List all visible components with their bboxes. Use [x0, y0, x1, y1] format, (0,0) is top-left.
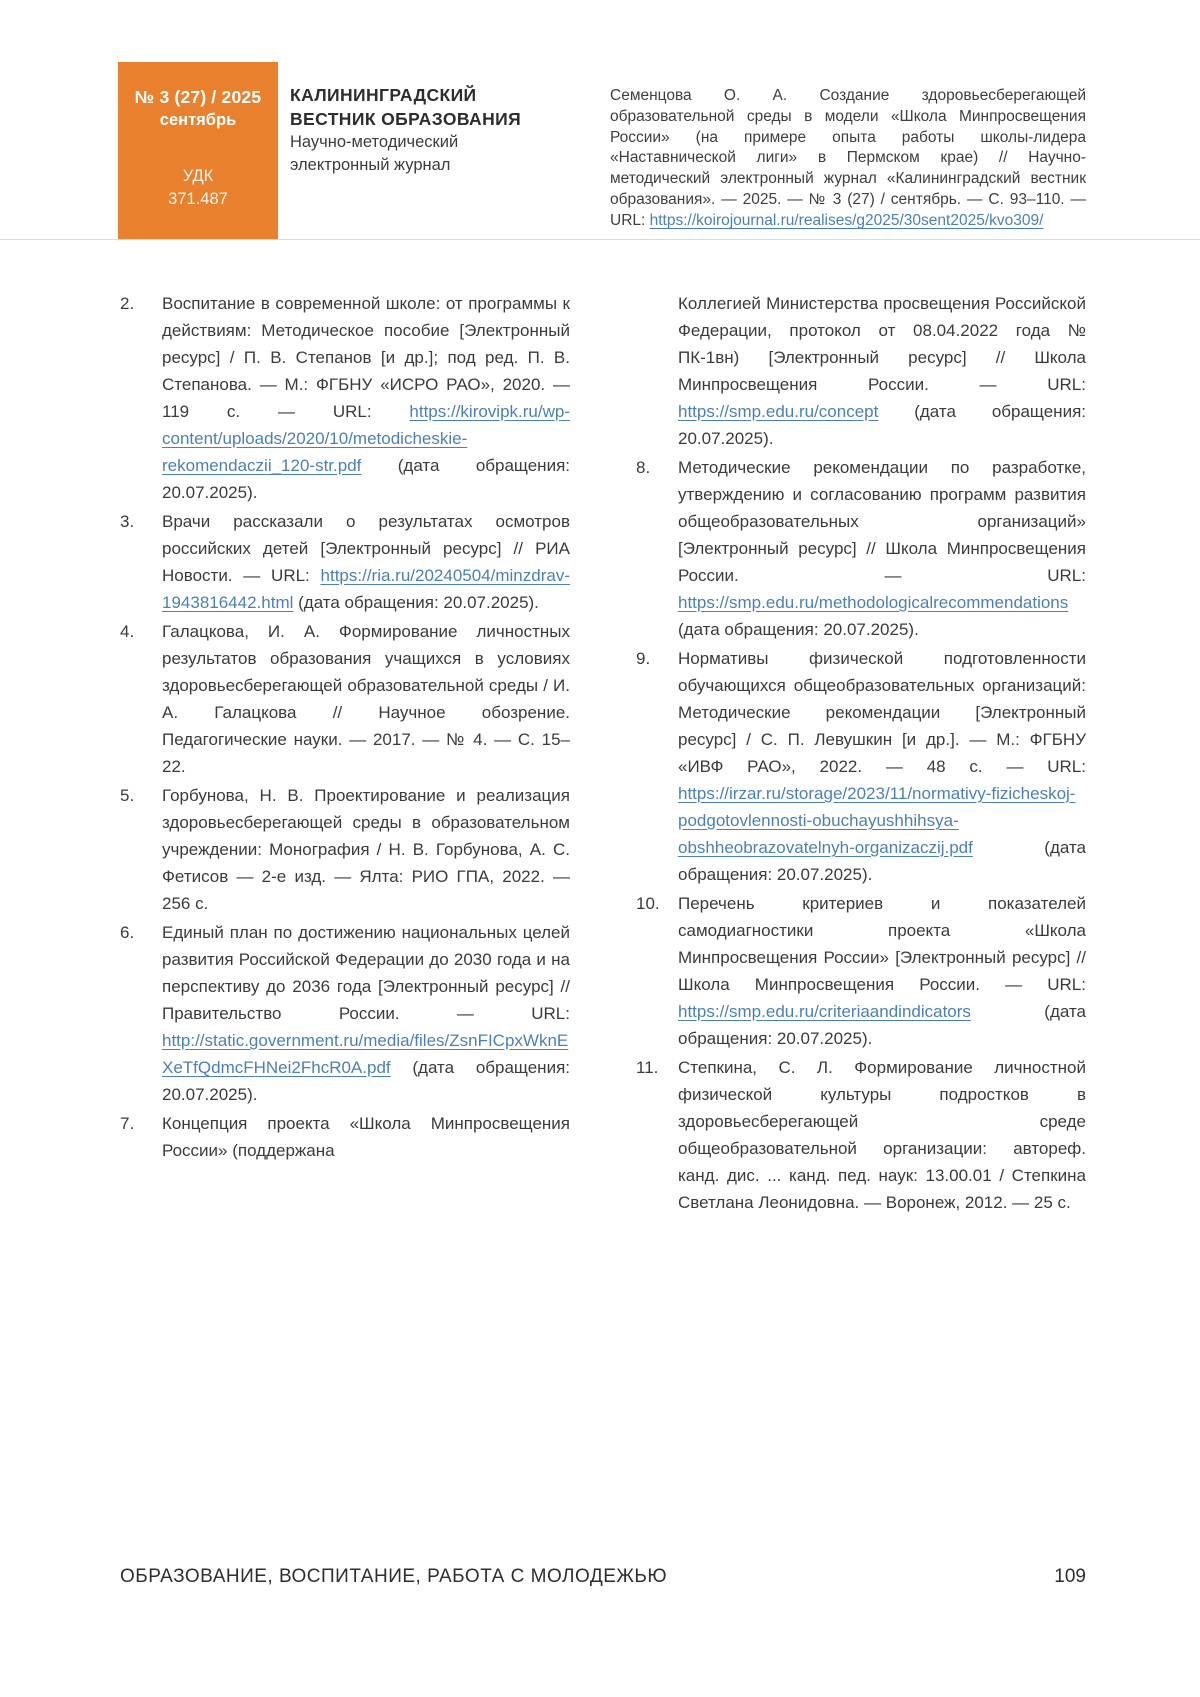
reference-text: Горбунова, Н. В. Проектирование и реализация здоровьесберегающей среды в образовательном учреждении: Монография / Н. В. Горбунова, А. С. Фетисов — 2-е изд. — Ялта: РИО ГПА, 2022. — 256 с.: [162, 786, 570, 913]
reference-item: [120, 1110, 570, 1164]
journal-title-line-1: КАЛИНИНГРАДСКИЙ: [290, 85, 477, 105]
issue-number: № 3 (27) / 2025: [134, 87, 262, 107]
page-number: 109: [1054, 1566, 1086, 1587]
reference-number: 7.: [120, 1114, 135, 1133]
reference-link[interactable]: https://irzar.ru/storage/2023/11/normativy-fizicheskoj-podgotovlennosti-obuchayushhihsya-obshheobrazovatelnyh-organizaczij.pdf: [678, 784, 1076, 857]
journal-title-line-2: ВЕСТНИК ОБРАЗОВАНИЯ: [290, 109, 522, 129]
reference-link[interactable]: https://smp.edu.ru/concept: [678, 402, 879, 421]
reference-item: [120, 919, 570, 1108]
page-footer: [120, 1566, 1086, 1588]
reference-link[interactable]: https://koirojournal.ru/realises/g2025/30sent2025/kvo309/: [649, 211, 1044, 229]
footer-section-title: ОБРАЗОВАНИЕ, ВОСПИТАНИЕ, РАБОТА С МОЛОДЕЖЬЮ: [120, 1566, 668, 1587]
reference-number: 11.: [636, 1058, 659, 1077]
reference-item: [120, 782, 570, 917]
reference-link[interactable]: https://smp.edu.ru/criteriaandindicators: [678, 1002, 971, 1021]
reference-number: 10.: [636, 894, 660, 913]
references-column-left: [120, 290, 570, 1218]
article-citation: Семенцова О. А. Создание здоровьесберегающей образовательной среды в модели «Школа Минпросвещения России» (на примере опыта работы школы-лидера «Наставнической лиги» в Пермском крае) // Научно-методический электронный журнал «Калининградский вестник образования». — 2025. — № 3 (27) / сентябрь. — С. 93–110. — URL: https://koirojournal.ru/realises/g2025/30sent2025/kvo309/: [610, 87, 1086, 229]
reference-text: Степкина, С. Л. Формирование личностной физической культуры подростков в здоровьесберегающей среде общеобразовательной организации: автореф. канд. дис. ... канд. пед. наук: 13.00.01 / Степкина Светлана Леонидовна. — Воронеж, 2012. — 25 с.: [678, 1058, 1086, 1212]
reference-link[interactable]: https://kirovipk.ru/wp-content/uploads/2020/10/metodicheskie-rekomendaczii_120-str.pdf: [162, 402, 570, 475]
reference-text: Нормативы физической подготовленности обучающихся общеобразовательных организаций: Методические рекомендации [Электронный ресурс] / С. П. Левушкин [и др.]. — М.: ФГБНУ «ИВФ РАО», 2022. — 48 с. — URL: https://irzar.ru/storage/2023/11/normativy-fizicheskoj-podgotovlennosti-obuchayushhihsya-obshheobrazovatelnyh-organizaczij.pdf (дата обращения: 20.07.2025).: [678, 649, 1086, 884]
reference-number: 3.: [120, 512, 135, 531]
reference-link[interactable]: https://ria.ru/20240504/minzdrav-1943816442.html: [162, 566, 570, 612]
reference-item: [636, 1054, 1086, 1216]
reference-item: [120, 618, 570, 780]
reference-text: Галацкова, И. А. Формирование личностных результатов образования учащихся в условиях здоровьесберегающей образовательной среды / И. А. Галацкова // Научное обозрение. Педагогические науки. — 2017. — № 4. — С. 15–22.: [162, 622, 570, 776]
reference-item: [120, 290, 570, 506]
reference-item: [636, 290, 1086, 452]
journal-subtitle-line-2: электронный журнал: [290, 156, 451, 174]
issue-box: [118, 62, 278, 239]
udk-label: УДК: [182, 167, 214, 185]
reference-number: 8.: [636, 458, 651, 477]
issue-month: сентябрь: [159, 111, 237, 129]
reference-item: [120, 508, 570, 616]
reference-number: 5.: [120, 786, 135, 805]
reference-number: 9.: [636, 649, 651, 668]
journal-title-block: [290, 83, 590, 177]
references-list: [120, 290, 1086, 1218]
reference-link[interactable]: http://static.government.ru/media/files/ZsnFICpxWknEXeTfQdmcFHNei2FhcR0A.pdf: [162, 1031, 569, 1077]
reference-text: Перечень критериев и показателей самодиагностики проекта «Школа Минпросвещения России» [Электронный ресурс] // Школа Минпросвещения России. — URL: https://smp.edu.ru/criteriaandindicators (дата обращения: 20.07.2025).: [678, 894, 1086, 1048]
reference-text: Методические рекомендации по разработке, утверждению и согласованию программ развития общеобразовательных организаций» [Электронный ресурс] // Школа Минпросвещения России. — URL: https://smp.edu.ru/methodologicalrecommendations (дата обращения: 20.07.2025).: [678, 458, 1086, 639]
reference-number: 6.: [120, 923, 135, 942]
reference-item: [636, 645, 1086, 888]
reference-link[interactable]: https://smp.edu.ru/methodologicalrecommendations: [678, 593, 1069, 612]
udk-number: 371.487: [168, 190, 228, 208]
references-column-right: [636, 290, 1086, 1218]
reference-text: Врачи рассказали о результатах осмотров российских детей [Электронный ресурс] // РИА Новости. — URL: https://ria.ru/20240504/minzdrav-1943816442.html (дата обращения: 20.07.2025).: [162, 512, 570, 612]
reference-item: [636, 454, 1086, 643]
reference-number: 4.: [120, 622, 135, 641]
reference-number: [636, 290, 678, 452]
reference-item: [636, 890, 1086, 1052]
reference-text: Концепция проекта «Школа Минпросвещения России» (поддержана: [162, 1114, 570, 1160]
udk-block: [118, 165, 278, 211]
header-divider: [0, 239, 1200, 240]
reference-text: Воспитание в современной школе: от программы к действиям: Методическое пособие [Электронный ресурс] / П. В. Степанов [и др.]; под ред. П. В. Степанова. — М.: ФГБНУ «ИСРО РАО», 2020. — 119 с. — URL: https://kirovipk.ru/wp-content/uploads/2020/10/metodicheskie-rekomendaczii_120-str.pdf (дата обращения: 20.07.2025).: [162, 294, 570, 502]
reference-text: Единый план по достижению национальных целей развития Российской Федерации до 2030 года и на перспективу до 2036 года [Электронный ресурс] // Правительство России. — URL: http://static.government.ru/media/files/ZsnFICpxWknEXeTfQdmcFHNei2FhcR0A.pdf (дата обращения: 20.07.2025).: [162, 923, 570, 1104]
reference-text: Коллегией Министерства просвещения Российской Федерации, протокол от 08.04.2022 года № ПК-1вн) [Электронный ресурс] // Школа Минпросвещения России. — URL: https://smp.edu.ru/concept (дата обращения: 20.07.2025).: [678, 294, 1086, 448]
reference-number: 2.: [120, 294, 135, 313]
journal-subtitle-line-1: Научно-методический: [290, 133, 459, 151]
